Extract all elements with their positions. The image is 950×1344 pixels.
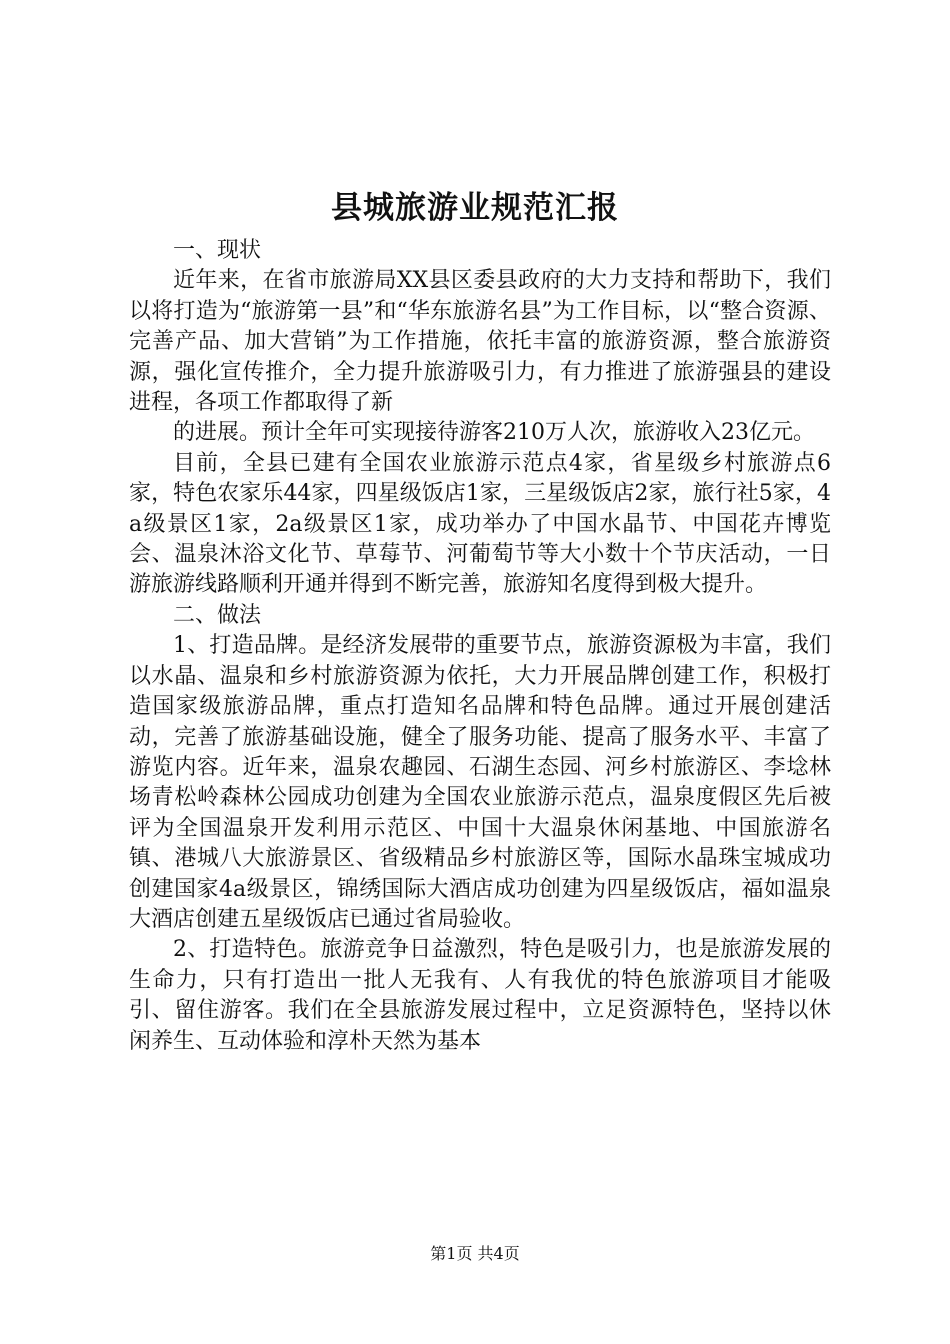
paragraph: 1、打造品牌。是经济发展带的重要节点，旅游资源极为丰富，我们以水晶、温泉和乡村旅游资源为依托，大力开展品牌创建工作，积极打造国家级旅游品牌，重点打造知名品牌和特色品牌。通过开展创建活动，完善了旅游基础设施，健全了服务功能、提高了服务水平、丰富了游览内容。近年来，温泉农趣园、石湖生态园、河乡村旅游区、李埝林场青松岭森林公园成功创建为全国农业旅游示范点，温泉度假区先后被评为全国温泉开发利用示范区、中国十大温泉休闲基地、中国旅游名镇、港城八大旅游景区、省级精品乡村旅游区等，国际水晶珠宝城成功创建国家4a级景区，锦绣国际大酒店成功创建为四星级饭店，福如温泉大酒店创建五星级饭店已通过省局验收。 — [129, 633, 831, 932]
paragraph: 目前，全县已建有全国农业旅游示范点4家，省星级乡村旅游点6家，特色农家乐44家，四星级饭店1家，三星级饭店2家，旅行社5家，4a级景区1家，2a级景区1家，成功举办了中国水晶节、中国花卉博览会、温泉沐浴文化节、草莓节、河葡萄节等大小数十个节庆活动，一日游旅游线路顺利开通并得到不断完善，旅游知名度得到极大提升。 — [129, 450, 831, 598]
paragraph: 近年来，在省市旅游局XX县区委县政府的大力支持和帮助下，我们以将打造为“旅游第一县”和“华东旅游名县”为工作目标，以“整合资源、完善产品、加大营销”为工作措施，依托丰富的旅游资源，整合旅游资源，强化宣传推介，全力提升旅游吸引力，有力推进了旅游强县的建设进程，各项工作都取得了新 — [129, 268, 831, 416]
document-body — [129, 236, 831, 1057]
paragraph: 2、打造特色。旅游竞争日益激烈，特色是吸引力，也是旅游发展的生命力，只有打造出一批人无我有、人有我优的特色旅游项目才能吸引、留住游客。我们在全县旅游发展过程中，立足资源特色，坚持以休闲养生、互动体验和淳朴天然为基本 — [129, 937, 831, 1054]
page-number-footer: 第1页 共4页 — [430, 1244, 520, 1263]
paragraph: 的进展。预计全年可实现接待游客210万人次，旅游收入23亿元。 — [173, 420, 815, 446]
document-title: 县城旅游业规范汇报 — [331, 190, 619, 226]
section-heading-status: 一、现状 — [173, 238, 262, 263]
section-heading-approach: 二、做法 — [173, 602, 262, 628]
